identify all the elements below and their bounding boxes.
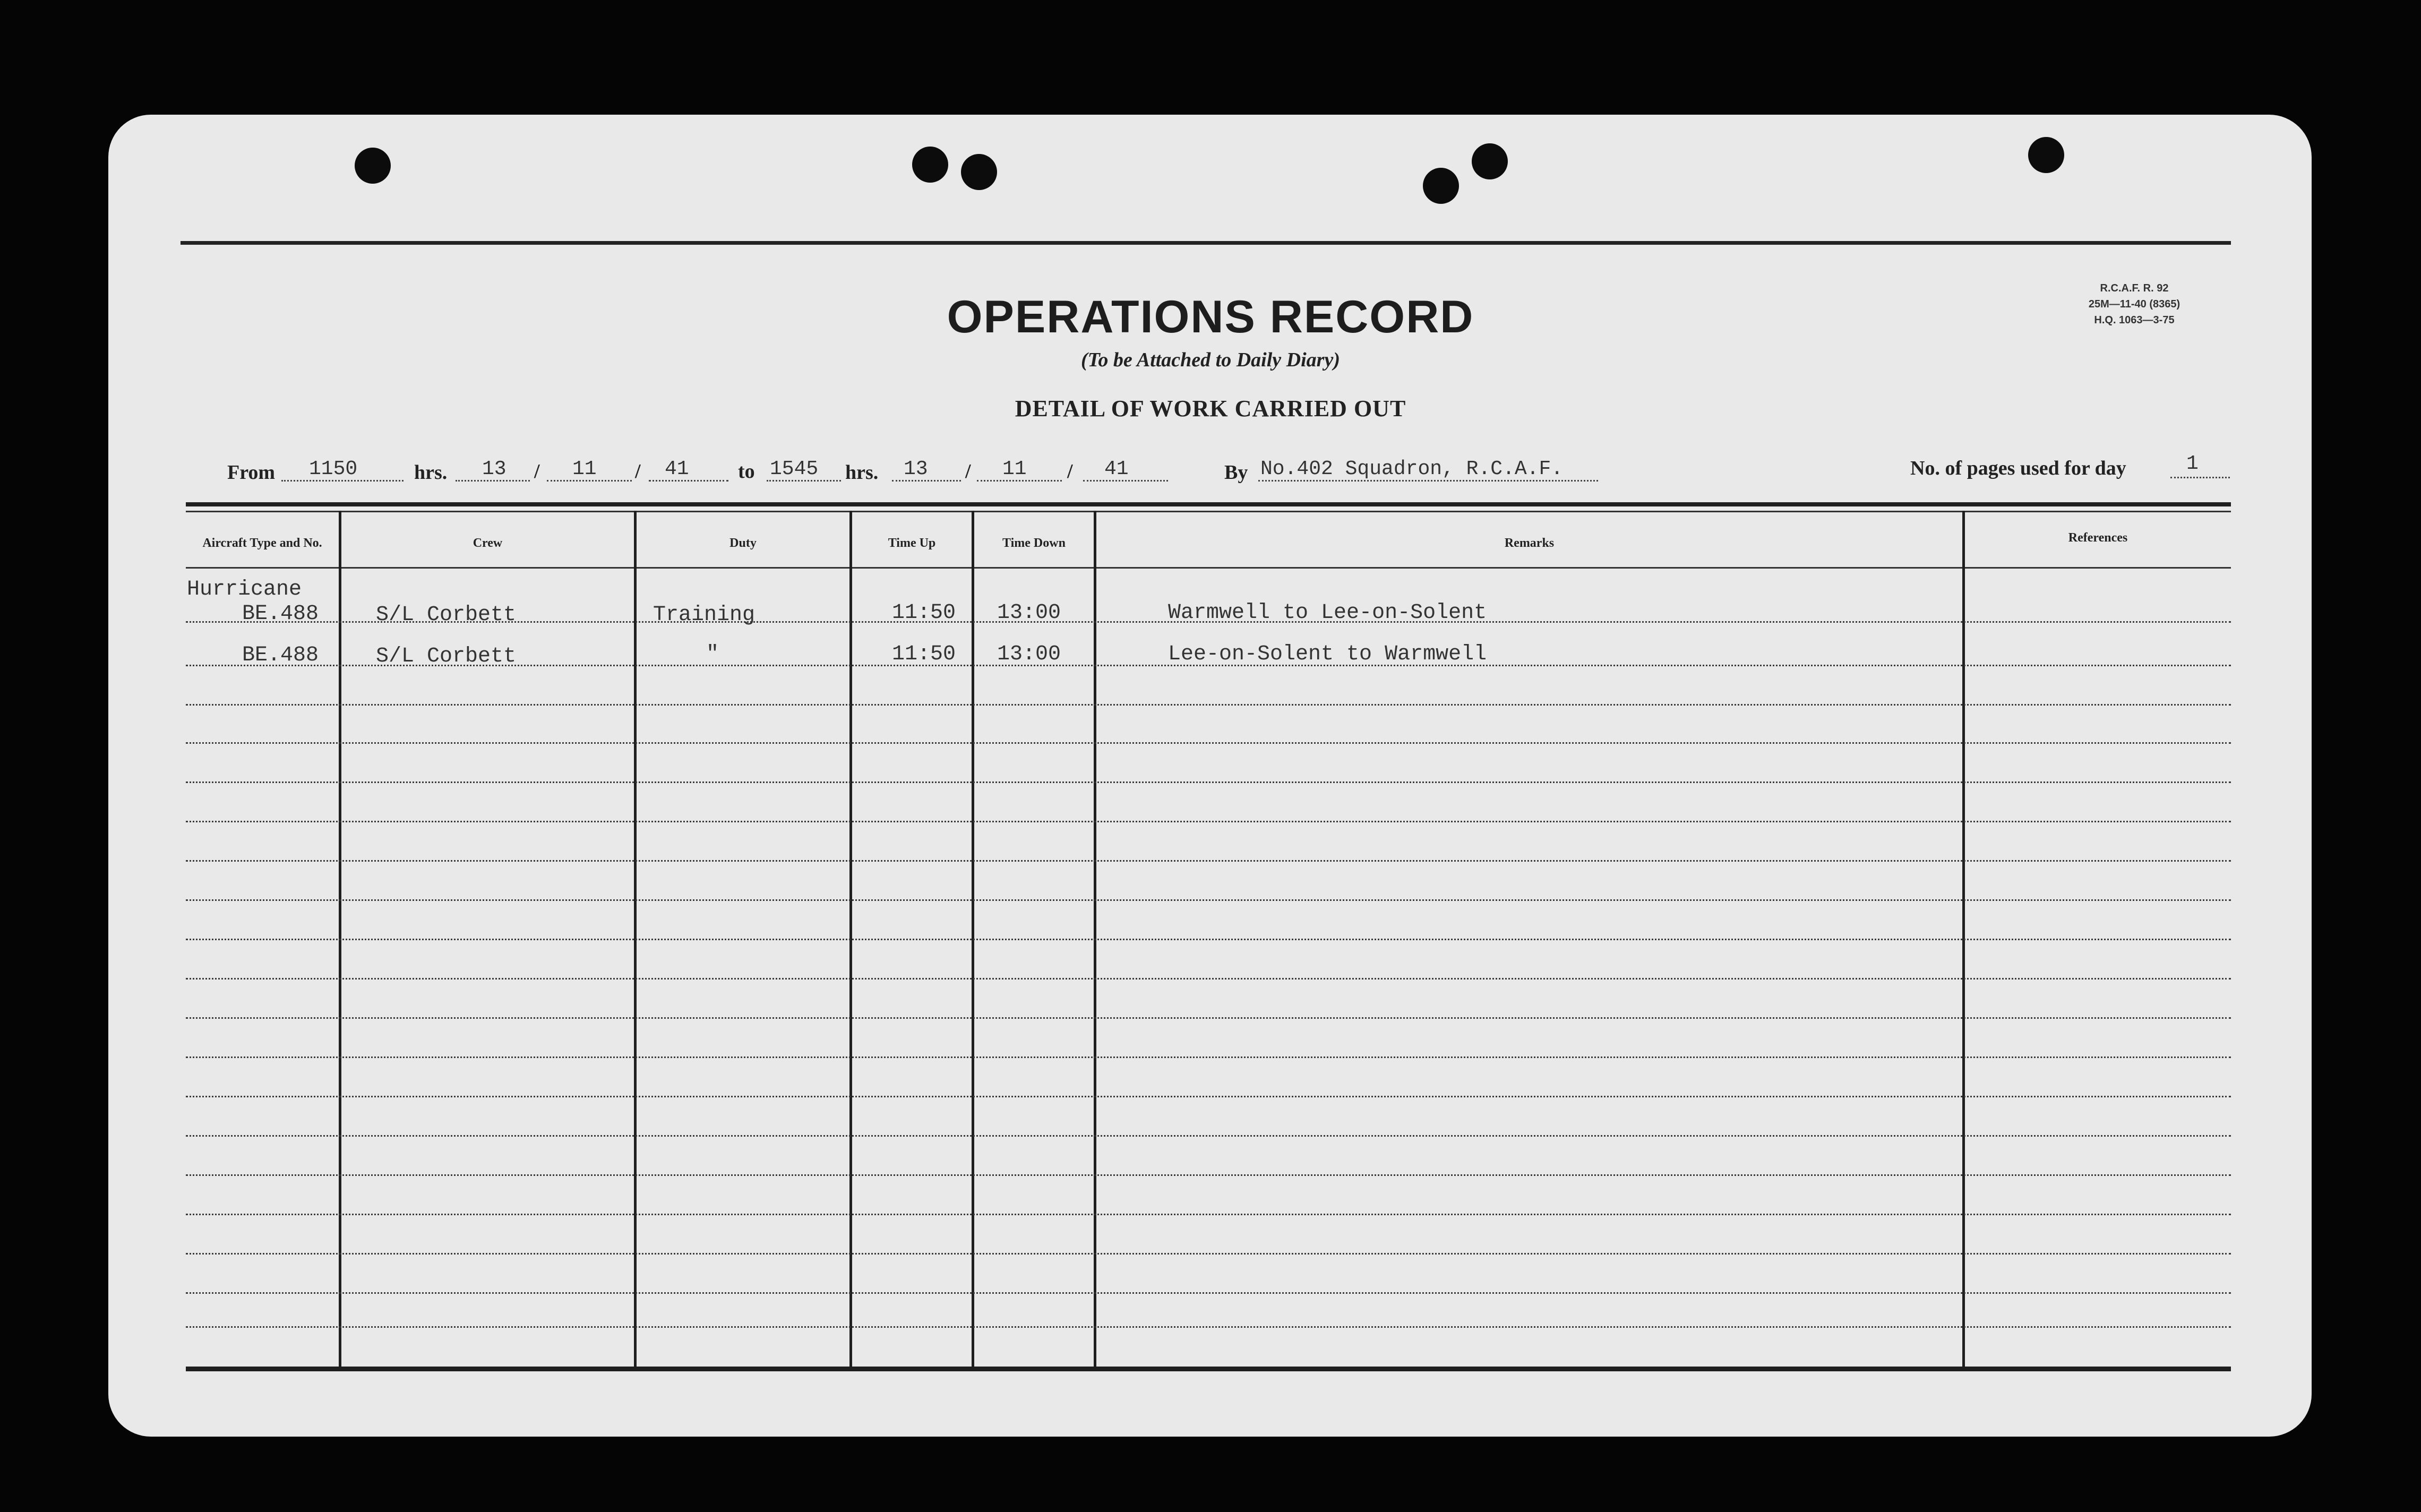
time-up: 11:50 [892, 642, 956, 666]
time-up: 11:50 [892, 601, 956, 625]
aircraft-number: BE.488 [242, 602, 319, 626]
aircraft-type: Hurricane [187, 578, 302, 602]
date-separator: / [534, 460, 540, 483]
section-heading: DETAIL OF WORK CARRIED OUT [1015, 396, 1406, 422]
form-reference-line: 25M—11-40 (8365) [2088, 298, 2180, 310]
pages-count: 1 [2186, 452, 2199, 475]
header-time-down: Time Down [1002, 536, 1066, 550]
duty: " [706, 642, 719, 666]
from-month: 11 [572, 458, 597, 480]
punch-hole [355, 148, 391, 184]
header-time-up: Time Up [888, 536, 936, 550]
hrs-label: hrs. [845, 461, 879, 484]
from-label: From [227, 461, 276, 484]
time-down: 13:00 [997, 601, 1061, 625]
time-down: 13:00 [997, 642, 1061, 666]
punch-hole [912, 147, 948, 183]
ruled-line [186, 1214, 2231, 1215]
pages-label: No. of pages used for day [1910, 457, 2126, 479]
header-aircraft: Aircraft Type and No. [202, 536, 322, 550]
ruled-line [186, 1056, 2231, 1058]
date-separator: / [1067, 460, 1073, 483]
crew-name: S/L Corbett [376, 645, 517, 668]
unit-name: No.402 Squadron, R.C.A.F. [1260, 458, 1564, 480]
form-reference [2055, 280, 2214, 328]
punch-hole [1423, 168, 1459, 204]
from-year: 41 [665, 458, 689, 480]
duty: Training [653, 603, 756, 627]
by-label: By [1224, 461, 1248, 484]
date-separator: / [635, 460, 641, 483]
punch-hole [2028, 137, 2064, 173]
to-year: 41 [1104, 458, 1129, 480]
form-reference-line: H.Q. 1063—3-75 [2094, 314, 2175, 326]
crew-name: S/L Corbett [376, 603, 517, 627]
page-subtitle: (To be Attached to Daily Diary) [1081, 349, 1340, 371]
ruled-line [186, 781, 2231, 783]
table-top-rule-thin [186, 511, 2231, 512]
ruled-line [186, 860, 2231, 862]
remarks: Warmwell to Lee-on-Solent [1168, 601, 1487, 625]
ruled-line [186, 704, 2231, 706]
remarks: Lee-on-Solent to Warmwell [1168, 642, 1487, 666]
ruled-line [186, 899, 2231, 901]
date-separator: / [965, 460, 971, 483]
header-crew: Crew [473, 536, 503, 550]
aircraft-number: BE.488 [242, 643, 319, 667]
to-time: 1545 [770, 458, 819, 480]
to-label: to [738, 460, 755, 483]
ruled-line [186, 821, 2231, 822]
ruled-line [186, 1135, 2231, 1137]
table-bottom-rule [186, 1367, 2231, 1371]
from-time: 1150 [309, 458, 358, 480]
ruled-line [186, 1017, 2231, 1019]
table-top-rule [186, 502, 2231, 506]
hrs-label: hrs. [414, 461, 448, 484]
top-rule [181, 241, 2231, 245]
ruled-line [186, 939, 2231, 940]
ruled-line [186, 978, 2231, 980]
ruled-line [186, 1253, 2231, 1255]
ruled-line [186, 1292, 2231, 1294]
ruled-line [186, 1096, 2231, 1097]
punch-hole [1472, 143, 1508, 179]
ruled-line [186, 1174, 2231, 1176]
header-rule [186, 567, 2231, 569]
header-duty: Duty [729, 536, 757, 550]
ruled-line [186, 1326, 2231, 1328]
period-row [0, 452, 2421, 488]
to-month: 11 [1002, 458, 1027, 480]
page-title: OPERATIONS RECORD [947, 291, 1474, 342]
header-references: References [2068, 531, 2128, 545]
punch-hole [961, 154, 997, 190]
header-remarks: Remarks [1504, 536, 1555, 550]
form-reference-line: R.C.A.F. R. 92 [2100, 282, 2169, 294]
ruled-line [186, 742, 2231, 744]
from-day: 13 [482, 458, 506, 480]
to-day: 13 [904, 458, 928, 480]
